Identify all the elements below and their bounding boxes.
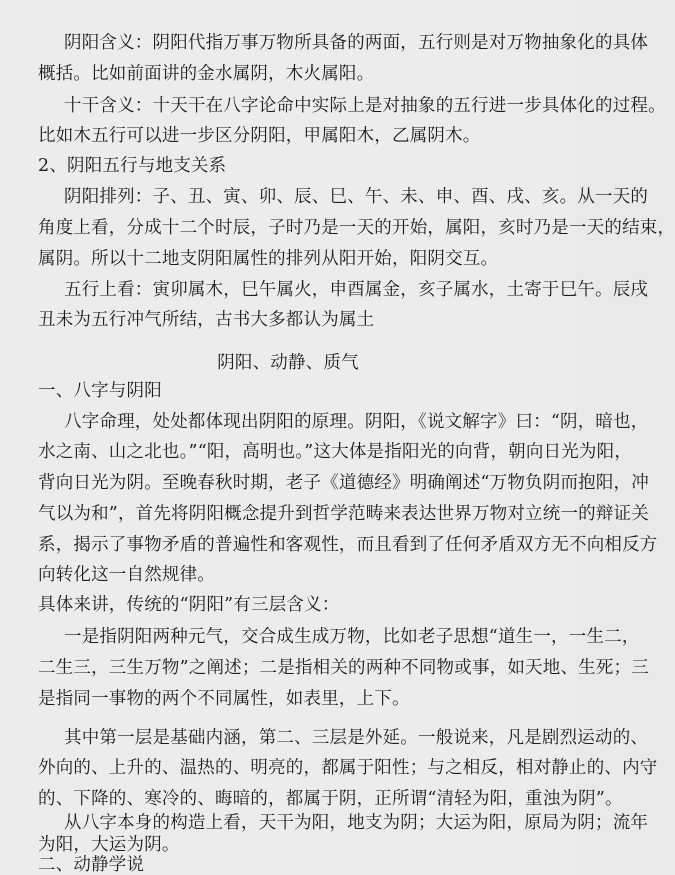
- paragraph-line: 概括。比如前面讲的金水属阴，木火属阳。: [38, 64, 375, 84]
- paragraph-line: 是指同一事物的两个不同属性，如表里，上下。: [38, 689, 410, 709]
- paragraph-line: 外向的、上升的、温热的、明亮的，都属于阳性；与之相反，相对静止的、内守: [38, 758, 658, 778]
- paragraph-line: 背向日光为阴。至晚春秋时期，老子《道德经》明确阐述“万物负阴而抱阳，冲: [38, 473, 649, 493]
- paragraph-line: 气以为和”，首先将阴阳概念提升到哲学范畴来表达世界万物对立统一的辩证关: [38, 504, 649, 524]
- paragraph-line: 系，揭示了事物矛盾的普遍性和客观性，而且看到了任何矛盾双方无不向相反方: [38, 535, 658, 555]
- paragraph-line: 丑未为五行冲气所结，古书大多都认为属土: [38, 310, 375, 330]
- section-heading: 二、动静学说: [38, 855, 145, 875]
- paragraph-line: 阴阳含义：阴阳代指万事万物所具备的两面，五行则是对万物抽象化的具体: [64, 33, 649, 53]
- paragraph-line: 阴阳排列：子、丑、寅、卯、辰、巳、午、未、申、酉、戌、亥。从一天的: [64, 187, 649, 207]
- section-heading: 一、八字与阴阳: [38, 381, 162, 401]
- paragraph-line: 二生三，三生万物”之阐述；二是指相关的两种不同物或事，如天地、生死；三: [38, 658, 649, 678]
- paragraph-line: 十干含义：十天干在八字论命中实际上是对抽象的五行进一步具体化的过程。: [64, 96, 666, 116]
- paragraph-line: 水之南、山之北也。”“阳，高明也。”这大体是指阳光的向背，朝向日光为阳，: [38, 442, 633, 462]
- paragraph-line: 从八字本身的构造上看，天干为阳，地支为阴；大运为阳，原局为阴；流年: [64, 813, 649, 833]
- paragraph-line: 其中第一层是基础内涵，第二、三层是外延。一般说来，凡是剧烈运动的、: [64, 728, 649, 748]
- paragraph-line: 八字命理，处处都体现出阴阳的原理。阴阳，《说文解字》曰：“阴，暗也，: [64, 412, 649, 432]
- paragraph-line: 比如木五行可以进一步区分阴阳，甲属阳木，乙属阴木。: [38, 126, 481, 146]
- paragraph-line: 一是指阴阳两种元气，交合成生成万物，比如老子思想“道生一，一生二，: [64, 627, 640, 647]
- paragraph-line: 属阴。所以十二地支阴阳属性的排列从阳开始，阳阴交互。: [38, 249, 499, 269]
- chapter-title: 阴阳、动静、质气: [217, 353, 359, 373]
- paragraph-line: 角度上看，分成十二个时辰，子时乃是一天的开始，属阳，亥时乃是一天的结束，: [38, 218, 675, 238]
- paragraph-line: 为阳，大运为阴。: [38, 835, 180, 855]
- paragraph-line: 具体来讲，传统的“阴阳”有三层含义：: [38, 595, 340, 615]
- paragraph-line: 五行上看：寅卯属木，巳午属火，申酉属金，亥子属水，土寄于巳午。辰戌: [64, 280, 649, 300]
- paragraph-line: 向转化这一自然规律。: [38, 565, 215, 585]
- paragraph-line: 的、下降的、寒冷的、晦暗的，都属于阴，正所谓“清轻为阳，重浊为阴”。: [38, 789, 623, 809]
- section-heading: 2、阴阳五行与地支关系: [38, 156, 227, 176]
